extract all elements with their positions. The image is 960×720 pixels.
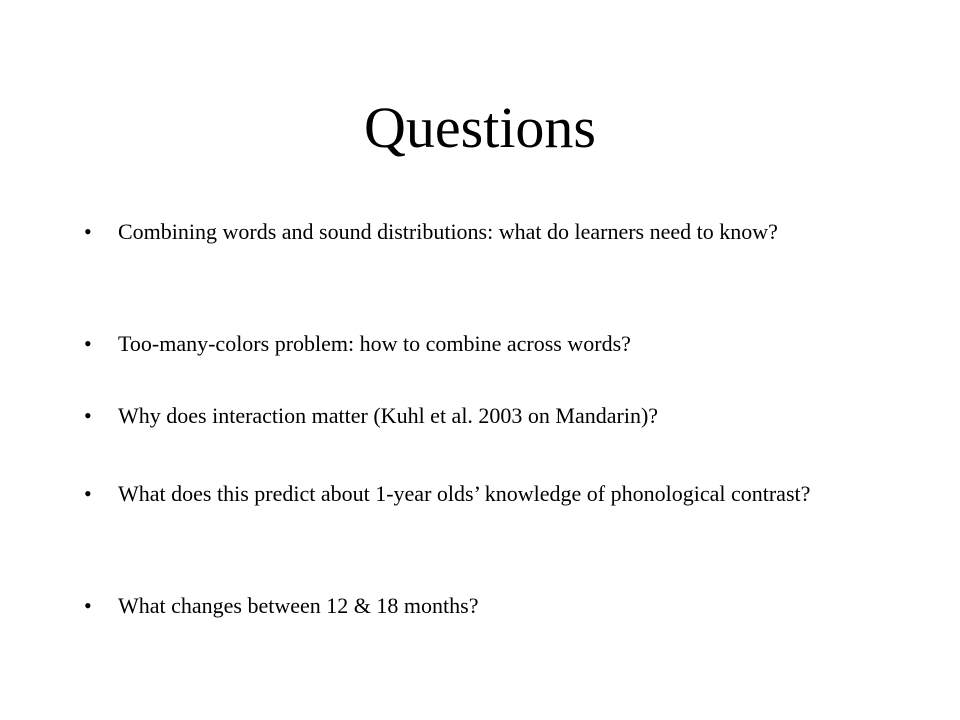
bullet-text: Too-many-colors problem: how to combine across words? xyxy=(118,331,631,356)
bullet-icon: • xyxy=(84,403,92,428)
bullet-icon: • xyxy=(84,219,92,244)
slide-title: Questions xyxy=(364,95,596,160)
bullet-text: What does this predict about 1-year olds’ knowledge of phonological contrast? xyxy=(118,481,811,506)
bullet-icon: • xyxy=(84,331,92,356)
bullet-text: What changes between 12 & 18 months? xyxy=(118,593,479,618)
bullet-text: Why does interaction matter (Kuhl et al. 2003 on Mandarin)? xyxy=(118,403,659,428)
bullet-icon: • xyxy=(84,593,92,618)
bullet-text: Combining words and sound distributions: what do learners need to know? xyxy=(118,219,778,244)
bullet-icon: • xyxy=(84,481,92,506)
